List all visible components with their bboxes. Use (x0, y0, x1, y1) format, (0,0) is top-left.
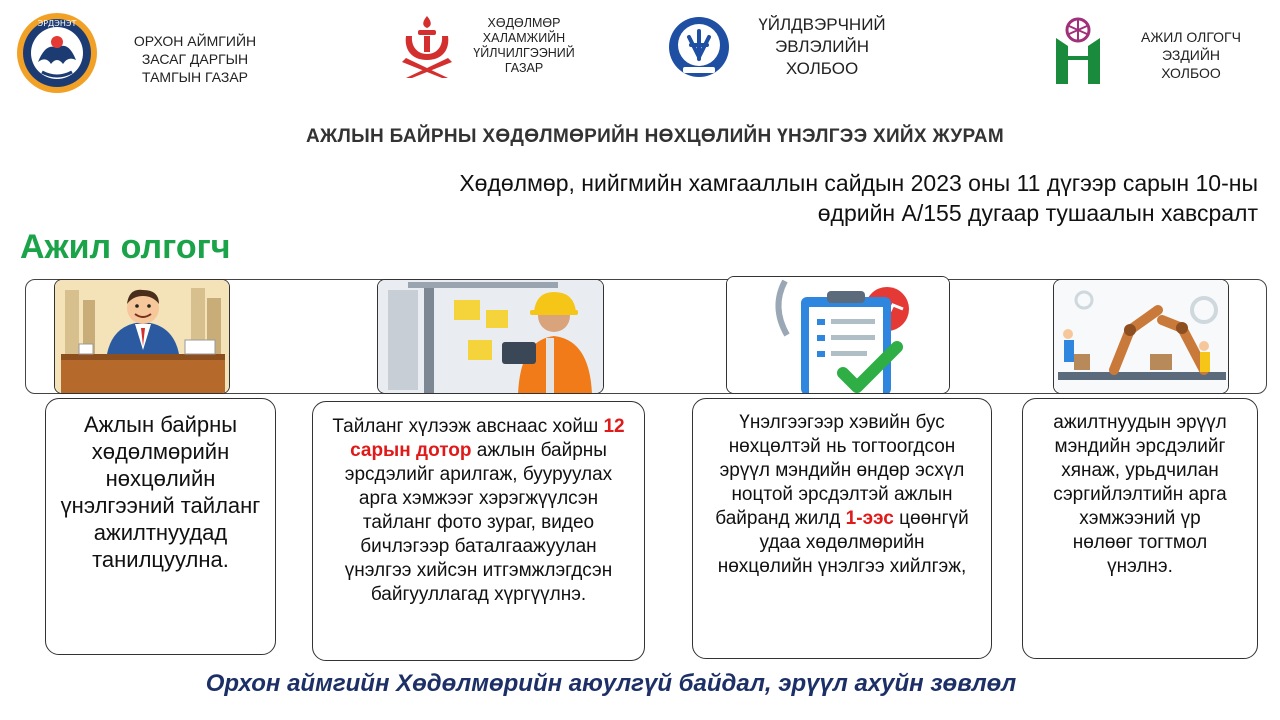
info-card-4 (1022, 398, 1258, 659)
labor-welfare-logo-icon (398, 14, 456, 80)
org-name-line: ХАЛАМЖИЙН (482, 31, 566, 45)
org-name-line: ГАЗАР (504, 61, 544, 75)
org-name-line: ЗАСАГ ДАРГЫН (141, 51, 249, 67)
card-text-before: Тайланг хүлээж авснаас хойш (332, 416, 604, 437)
org-name-line: ЭВЛЭЛИЙН (774, 37, 870, 56)
org-name-line: ҮЙЛДВЭРЧНИЙ (758, 15, 886, 34)
org-name-labor-welfare (458, 16, 590, 76)
footer-council-name: Орхон аймгийн Хөдөлмөрийн аюулгүй байдал, эрүүл ахуйн зөвлөл (205, 670, 1017, 697)
medical-checklist-illustration (726, 276, 950, 394)
card-text (327, 415, 630, 607)
org-name-line: ХӨДӨЛМӨР (487, 16, 561, 30)
card-text: ажилтнуудын эрүүл мэндийн эрсдэлийг хянаж, урьдчилан сэргийлэлтийн арга хэмжээний үр нөлөөг тогтмол үнэлнэ. (1053, 412, 1227, 577)
header (0, 0, 1280, 100)
trade-union-logo-icon (667, 15, 731, 79)
org-name-line: ТАМГЫН ГАЗАР (141, 69, 249, 85)
subtitle-line-2: өдрийн А/155 дугаар тушаалын хавсралт (817, 200, 1258, 226)
card-text-after: цөөнгүй удаа хөдөлмөрийн нөхцөлийн үнэлгээ хийлгэж, (717, 508, 969, 577)
org-name-line: ЭЗДИЙН (1161, 47, 1221, 63)
org-name-orkhon (112, 32, 278, 86)
org-name-line: ХОЛБОО (785, 59, 859, 78)
robotic-factory-illustration (1053, 279, 1229, 394)
subtitle-line-1: Хөдөлмөр, нийгмийн хамгааллын сайдын 2023 оны 11 дүгээр сарын 10-ны (459, 170, 1258, 196)
card-highlight: 1-ээс (845, 508, 894, 529)
document-title: АЖЛЫН БАЙРНЫ ХӨДӨЛМӨРИЙН НӨХЦӨЛИЙН ҮНЭЛГЭЭ ХИЙХ ЖУРАМ (306, 126, 1004, 147)
info-card-3 (692, 398, 992, 659)
office-worker-illustration (54, 279, 230, 394)
engineer-inspection-illustration (377, 279, 604, 394)
card-text-before: Үнэлгээгээр хэвийн бус нөхцөлтэй нь тогтоогдсон эрүүл мэндийн өндөр эсхүл ноцтой эрсдэлтэй ажлын байранд жилд (715, 412, 965, 529)
card-text: Ажлын байрны хөдөлмөрийн нөхцөлийн үнэлгээний тайланг ажилтнуудад танилцуулна. (60, 412, 261, 572)
card-text-after: ажлын байрны эрсдэлийг арилгаж, бууруулах арга хэмжээг хэрэгжүүлсэн тайланг фото зураг, видео бичлэгээр баталгаажуулан үнэлгээ хийсэн итгэмжлэгдсэн байгууллагад хүргүүлнэ. (344, 440, 613, 605)
org-name-line: ҮЙЛЧИЛГЭЭНИЙ (473, 46, 575, 60)
org-name-line: ХОЛБОО (1161, 65, 1221, 81)
info-card-1 (45, 398, 276, 655)
org-name-line: ОРХОН АЙМГИЙН (133, 33, 257, 49)
employers-federation-logo-icon (1052, 16, 1104, 86)
org-name-line: АЖИЛ ОЛГОГЧ (1141, 29, 1241, 45)
org-name-employers (1118, 28, 1264, 82)
document-subtitle (459, 168, 1258, 228)
section-heading: Ажил олгогч (20, 228, 231, 266)
card-highlight: 12 сарын дотор (350, 416, 625, 461)
orkhon-emblem-icon (16, 12, 98, 94)
svg-text:ЭРДЭНЭТ: ЭРДЭНЭТ (37, 19, 77, 28)
info-card-2 (312, 401, 645, 661)
org-name-trade-union (742, 14, 902, 80)
card-text (713, 411, 971, 579)
